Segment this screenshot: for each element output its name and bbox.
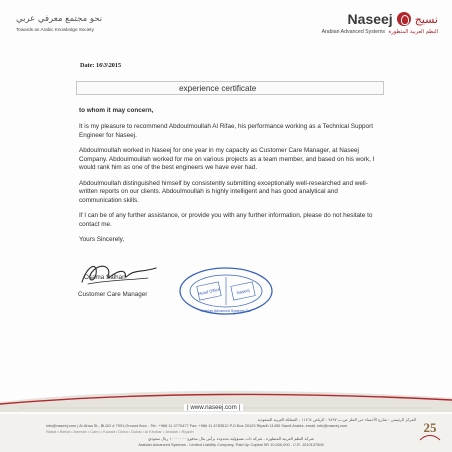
arabic-knowledge-society-logo — [16, 14, 156, 32]
paragraph: If I can be of any further assistance, or provide you with any further information, please do not hesitate to contact me. — [79, 212, 373, 228]
naseej-mark-icon — [397, 12, 411, 26]
brand-name-ar: نسيج — [414, 12, 438, 26]
title-banner — [76, 81, 384, 95]
stamp-inner-left: Head Office — [197, 286, 221, 297]
tagline-en: Arabian Advanced Systems — [321, 29, 386, 35]
footer-address-ar: المركز الرئيسي : شارع الأحساء حي الملز ص.ب ٧٤٩٧ - الرياض ١١٤٦٤ - المملكة العربية السعودية — [257, 417, 416, 422]
brand-tagline — [288, 29, 438, 35]
stamp-inner-right: Naseej — [236, 287, 251, 296]
left-logo-arabic: نحو مجتمع معرفي عربي — [16, 14, 103, 24]
footer-legal-ar: شركة النظم العربية المتطورة - شركة ذات مسؤولية محدودة برأس مال مدفوع ١٠٠٠٠٠٠٠ ريال سعودي — [148, 436, 314, 441]
tagline-ar: النظم العربية المتطورة — [388, 29, 438, 35]
signer-name: Osama Salhan — [84, 274, 126, 281]
anniversary-badge-icon — [418, 414, 442, 446]
company-stamp — [178, 266, 274, 316]
naseej-logo — [288, 11, 438, 35]
stamp-outer-text: Arabian Advanced Systems Co. — [200, 309, 252, 313]
handwritten-signature — [78, 258, 160, 288]
footer-legal-en: Arabian Advanced Systems - Limited Liability Company, Paid Up Capital SR 10,000,000 - C.R. 1010137506 — [138, 442, 324, 447]
letter-body — [79, 107, 379, 251]
paragraph: It is my pleasure to recommend Abdoulmoullah Al Rifae, his performance working as a Technical Support Engineer for Naseej. — [79, 123, 373, 139]
signer-title: Customer Care Manager — [78, 291, 148, 298]
letter-title: experience certificate — [179, 84, 257, 93]
closing: Yours Sincerely, — [79, 235, 125, 243]
footer-website: | www.naseej.com | — [184, 404, 243, 411]
footer-address-en: info@naseej.com | Al-Ahsa St., BLDG # 7991,Ground floor - Tel.: +966 11 4770477 Fax: +966 11 4783512 P.O.Box 20129 Riyadh 11455 Saudi Arabia, email: info@naseej.com — [46, 423, 348, 428]
left-logo-english: Towards an Arabic Knowledge Society — [16, 27, 94, 32]
salutation: to whom it may concern, — [79, 107, 154, 114]
anniversary-number: 25 — [423, 420, 437, 435]
paragraph: Abdoulmoullah distinguished himself by consistently submitting exceptionally well-researched and well-written reports on our clients. Abdoulmoullah is highly intelligent and has good analytical and communication skills. — [79, 179, 368, 204]
paragraph: Abdoulmoullah worked in Naseej for one year in my capacity as Customer Care Manager, at Naseej Company. Abdoulmoullah worked for me on various projects as a team member, and based on his work, I would rank him as one of the best engineers we have ever had. — [79, 147, 375, 172]
letter-date: Date: 16\3\2015 — [80, 62, 122, 69]
footer-cities: Rabat • Beirut • Amman • Cairo • Kuwait • Doha • Dubai • Al Khobar • Jeddah • Riyadh — [46, 429, 194, 434]
brand-name-en: Naseej — [347, 11, 393, 27]
